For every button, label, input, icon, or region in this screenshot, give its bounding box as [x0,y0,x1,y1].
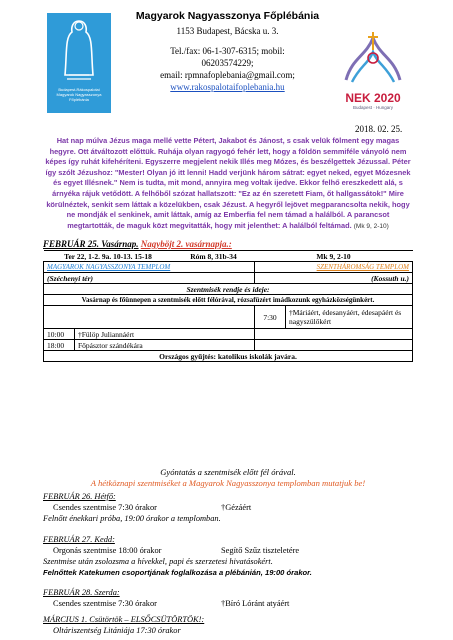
mass-time: 18:00 [44,340,75,351]
day-title: MÁRCIUS 1. Csütörtök – ELSŐCSÜTÖRTÖK!: [43,615,205,624]
rosary-notice: Vasárnap és főünnepen a szentmisék előtt félórával, rózsafüzért imádkozunk egyházközségünkért. [44,295,413,306]
church-left: MAGYAROK NAGYASSZONYA TEMPLOM [44,262,255,273]
church-right: SZENTHÁROMSÁG TEMPLOM [255,262,413,273]
gospel-body: Hat nap múlva Jézus maga mellé vette Pétert, Jakabot és Jánost, s csak velük fölment egy magas hegyre. Ott átváltozott előttük. Ruhája olyan ragyogó fehér lett, hogy a földön semmiféle ványoló nem képes így ruhát kifehéríteni. Egyszerre megjelent nekik Illés meg Mózes, és beszélgettek Jézussal. Péter így szólt Jézushoz: "Mester! Olyan jó itt lenni! Hadd verjünk három sátrat: egyet neked, egyet Mózesnek és egyet Illésnek." Nem is tudta, mit mond, annyira meg voltak ijedve. Ekkor felhő ereszkedett alá, s árnyéka rájuk vetődött. A felhőből szózat hallatszott: "Ez az én szeretett Fiam, őt hallgassátok!" Mire körülnéztek, senkit sem láttak a közelükben, csak Jézust. A hegyről lejövet megparancsolta nekik, hogy ne mondják el senkinek, amit láttak, amíg az Emberfia fel nem támad a halálból. A parancsot megtartották, de maguk közt megvitatták, hogy mit jelenthet: A halálból feltámad. [45,136,411,230]
location-row [44,273,413,284]
parish-title: Magyarok Nagyasszonya Főplébánia [135,10,320,22]
parish-header [120,10,335,93]
collection-notice: Országos gyűjtés: katolikus iskolák javára. [44,351,413,362]
day-mass: Orgonás szentmise 18:00 órakor Segítő Szűz tiszteletére [53,546,300,555]
madonna-icon [47,13,111,87]
reading-3: Mk 9, 2-10 [255,251,413,262]
location-left: (Széchenyi tér) [44,273,255,284]
day-intention: Segítő Szűz tiszteletére [221,546,300,555]
order-title: Szentmisék rendje és ideje: [44,284,413,295]
mass-intention: †Máriáért, édesanyáért, édesapáért és nagyszülőkért [286,306,413,329]
day-wednesday [43,587,423,609]
church-row [44,262,413,273]
table-row [44,306,413,329]
location-right: (Kossuth u.) [255,273,413,284]
mass-intention: †Fülöp Juliannáért [75,329,255,340]
day-thursday [43,614,423,636]
day-monday [43,491,423,524]
parish-logo [47,13,111,113]
gospel-text [43,136,413,232]
logo-caption: Budapest-Rákospalotai Magyarok Nagyasszonya Főplébánia [56,87,102,102]
collection-row [44,351,413,362]
day-intention: †Gézáért [221,503,252,512]
address: 1153 Budapest, Bácska u. 3. [176,26,279,36]
day-note: Felnőtt énekkari próba, 19:00 órakor a templomban. [43,514,221,523]
table-row [44,329,413,340]
day-intention: †Bíró Lóránt atyáért [221,599,290,608]
nek-subtitle: Budapest · Hungary [352,105,394,110]
day-mass: Oltáriszentség Litániája 17:30 órakor [53,626,181,635]
reading-1: Ter 22, 1-2. 9a. 10-13. 15-18 [44,251,173,262]
phone-line-2: 06203574229; [201,58,254,68]
email: email: rpmnafoplebania@gmail.com; [160,70,295,80]
confession-notice [43,467,413,489]
mass-time: 7:30 [255,306,286,329]
weekday-mass-notice: A hétköznapi szentmiséket a Magyarok Nagyasszonya templomban mutatjuk be! [90,478,366,488]
nek-title: NEK 2020 [345,91,401,105]
cross-icon [338,28,408,90]
mass-intention: Főpásztor szándékára [75,340,255,351]
day-mass: Csendes szentmise 7:30 órakor †Bíró Lóránt atyáért [53,599,290,608]
sunday-schedule-table [43,250,413,362]
phone-line-1: Tel./fax: 06-1-307-6315; mobil: [170,46,285,56]
sunday-name: Nagyböjt 2. vasárnapja.: [140,239,232,249]
table-row [44,340,413,351]
day-note: Szentmise után zsolozsma a hívekkel, papi és szerzetesi hivatásokért. [43,557,273,566]
notice-row [44,295,413,306]
readings-row [44,251,413,262]
sunday-heading [43,239,232,249]
mass-time: 10:00 [44,329,75,340]
day-title: FEBRUÁR 28. Szerda: [43,588,120,597]
bulletin-date: 2018. 02. 25. [355,124,403,134]
confession-line: Gyóntatás a szentmisék előtt fél órával. [160,467,296,477]
order-title-row [44,284,413,295]
day-tuesday [43,534,423,578]
website-link[interactable]: www.rakospalotaifoplebania.hu [170,82,285,92]
nek-logo [338,28,408,124]
reading-2: Róm 8, 31b-34 [173,251,255,262]
sunday-date: FEBRUÁR 25. Vasárnap. [43,239,139,249]
day-note-2: Felnőttek Katekumen csoportjának foglalkozása a plébánián, 19:00 órakor. [43,568,312,577]
day-title: FEBRUÁR 27. Kedd: [43,535,115,544]
day-mass: Csendes szentmise 7:30 órakor †Gézáért [53,503,252,512]
day-title: FEBRUÁR 26. Hétfő: [43,492,116,501]
gospel-reference: (Mk 9, 2-10) [353,222,389,230]
